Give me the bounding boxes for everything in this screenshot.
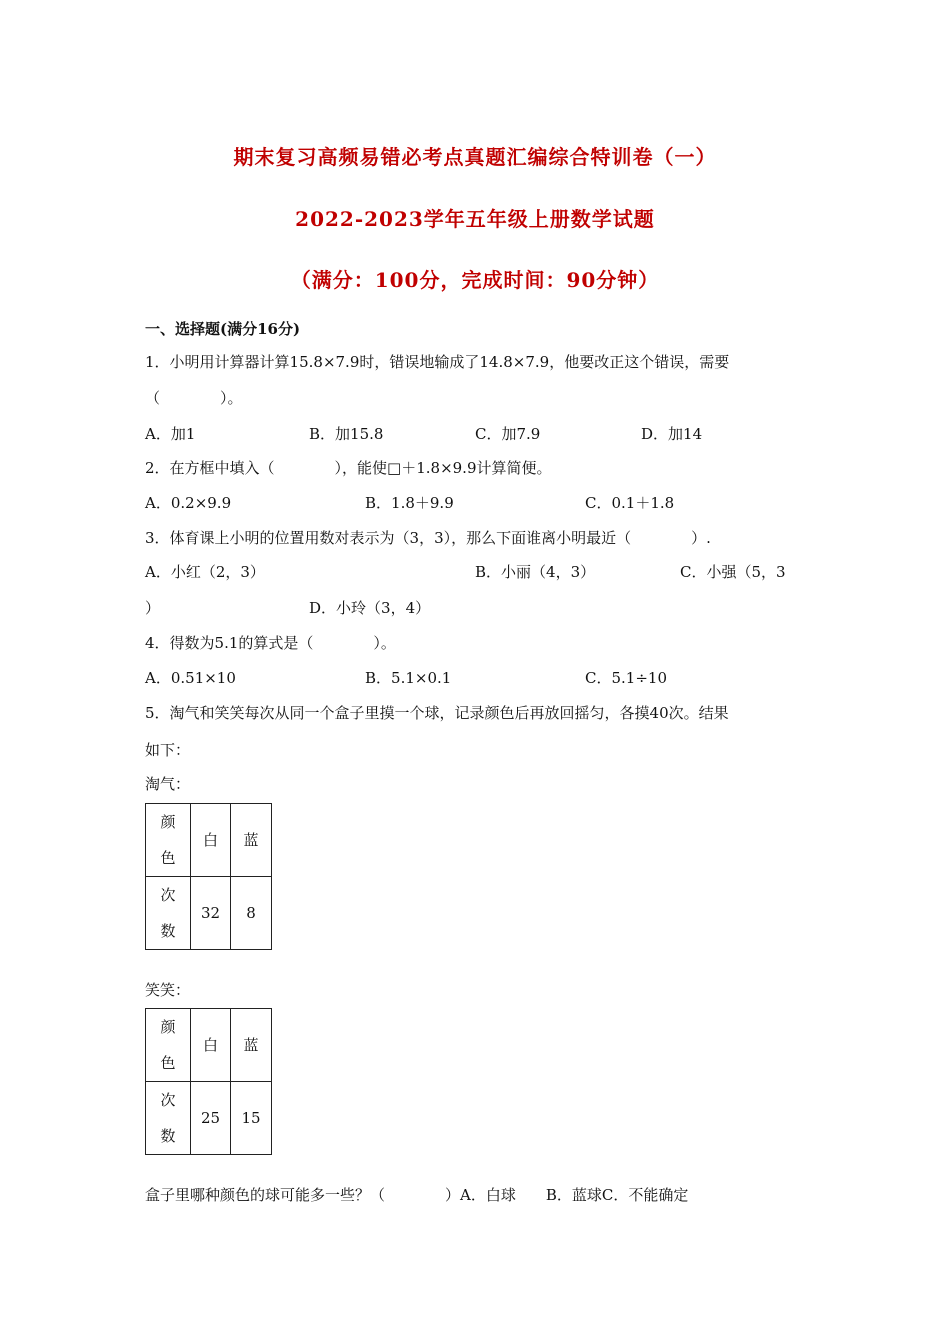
page-title-1: 期末复习高频易错必考点真题汇编综合特训卷（一）	[233, 145, 717, 169]
section-heading: 一、选择题(满分16分)	[145, 320, 301, 338]
taoqi-label: 淘气：	[145, 775, 191, 793]
question-4-option-a: A．0.51×10	[145, 669, 236, 687]
xiaoxiao-table	[145, 1008, 272, 1155]
question-3-option-d: D．小玲（3，4）	[309, 599, 431, 617]
table-cell-white: 白	[191, 1009, 231, 1082]
question-1-blank: （ ）。	[145, 389, 243, 407]
table-cell-white-count: 25	[191, 1082, 231, 1155]
table-header-count: 次 数	[146, 1082, 191, 1155]
question-3-option-c-wrap: ）	[145, 599, 161, 617]
table-cell-blue: 蓝	[231, 804, 272, 877]
taoqi-table	[145, 803, 272, 950]
table-header-color: 颜 色	[146, 804, 191, 877]
question-1-option-c: C．加7.9	[475, 425, 541, 443]
table-header-count: 次 数	[146, 877, 191, 950]
question-1-option-b: B．加15.8	[309, 425, 384, 443]
table-cell-white-count: 32	[191, 877, 231, 950]
table-cell-blue-count: 8	[231, 877, 272, 950]
table-cell-blue: 蓝	[231, 1009, 272, 1082]
question-5-prompt: 盒子里哪种颜色的球可能多一些？（ ）A．白球 B．蓝球C．不能确定	[145, 1186, 689, 1204]
table-row	[146, 804, 272, 877]
question-4-text: 4．得数为5.1的算式是（ ）。	[145, 634, 396, 652]
question-3-option-c: C．小强（5，3	[680, 563, 786, 581]
question-4-option-b: B．5.1×0.1	[365, 669, 452, 687]
question-2-option-b: B．1.8＋9.9	[365, 494, 454, 512]
question-1-option-a: A．加1	[145, 425, 196, 443]
table-header-color: 颜 色	[146, 1009, 191, 1082]
question-2-option-c: C．0.1＋1.8	[585, 494, 675, 512]
table-row	[146, 877, 272, 950]
question-1-text: 1．小明用计算器计算15.8×7.9时，错误地输成了14.8×7.9，他要改正这个错误，需要	[145, 353, 730, 371]
question-4-option-c: C．5.1÷10	[585, 669, 667, 687]
question-5-text: 5．淘气和笑笑每次从同一个盒子里摸一个球，记录颜色后再放回摇匀，各摸40次。结果	[145, 704, 729, 722]
table-row	[146, 1082, 272, 1155]
page-title-3: （满分：100分，完成时间：90分钟）	[290, 268, 660, 292]
question-2-text: 2．在方框中填入（ ），能使□＋1.8×9.9计算简便。	[145, 459, 552, 477]
xiaoxiao-label: 笑笑：	[145, 981, 191, 999]
table-cell-white: 白	[191, 804, 231, 877]
question-3-option-a: A．小红（2，3）	[145, 563, 265, 581]
question-3-text: 3．体育课上小明的位置用数对表示为（3，3），那么下面谁离小明最近（ ）.	[145, 529, 711, 547]
table-row	[146, 1009, 272, 1082]
page-title-2: 2022-2023学年五年级上册数学试题	[295, 207, 655, 231]
question-2-option-a: A．0.2×9.9	[145, 494, 232, 512]
question-1-option-d: D．加14	[641, 425, 703, 443]
question-3-option-b: B．小丽（4，3）	[475, 563, 596, 581]
question-5-text-cont: 如下：	[145, 741, 191, 759]
table-cell-blue-count: 15	[231, 1082, 272, 1155]
